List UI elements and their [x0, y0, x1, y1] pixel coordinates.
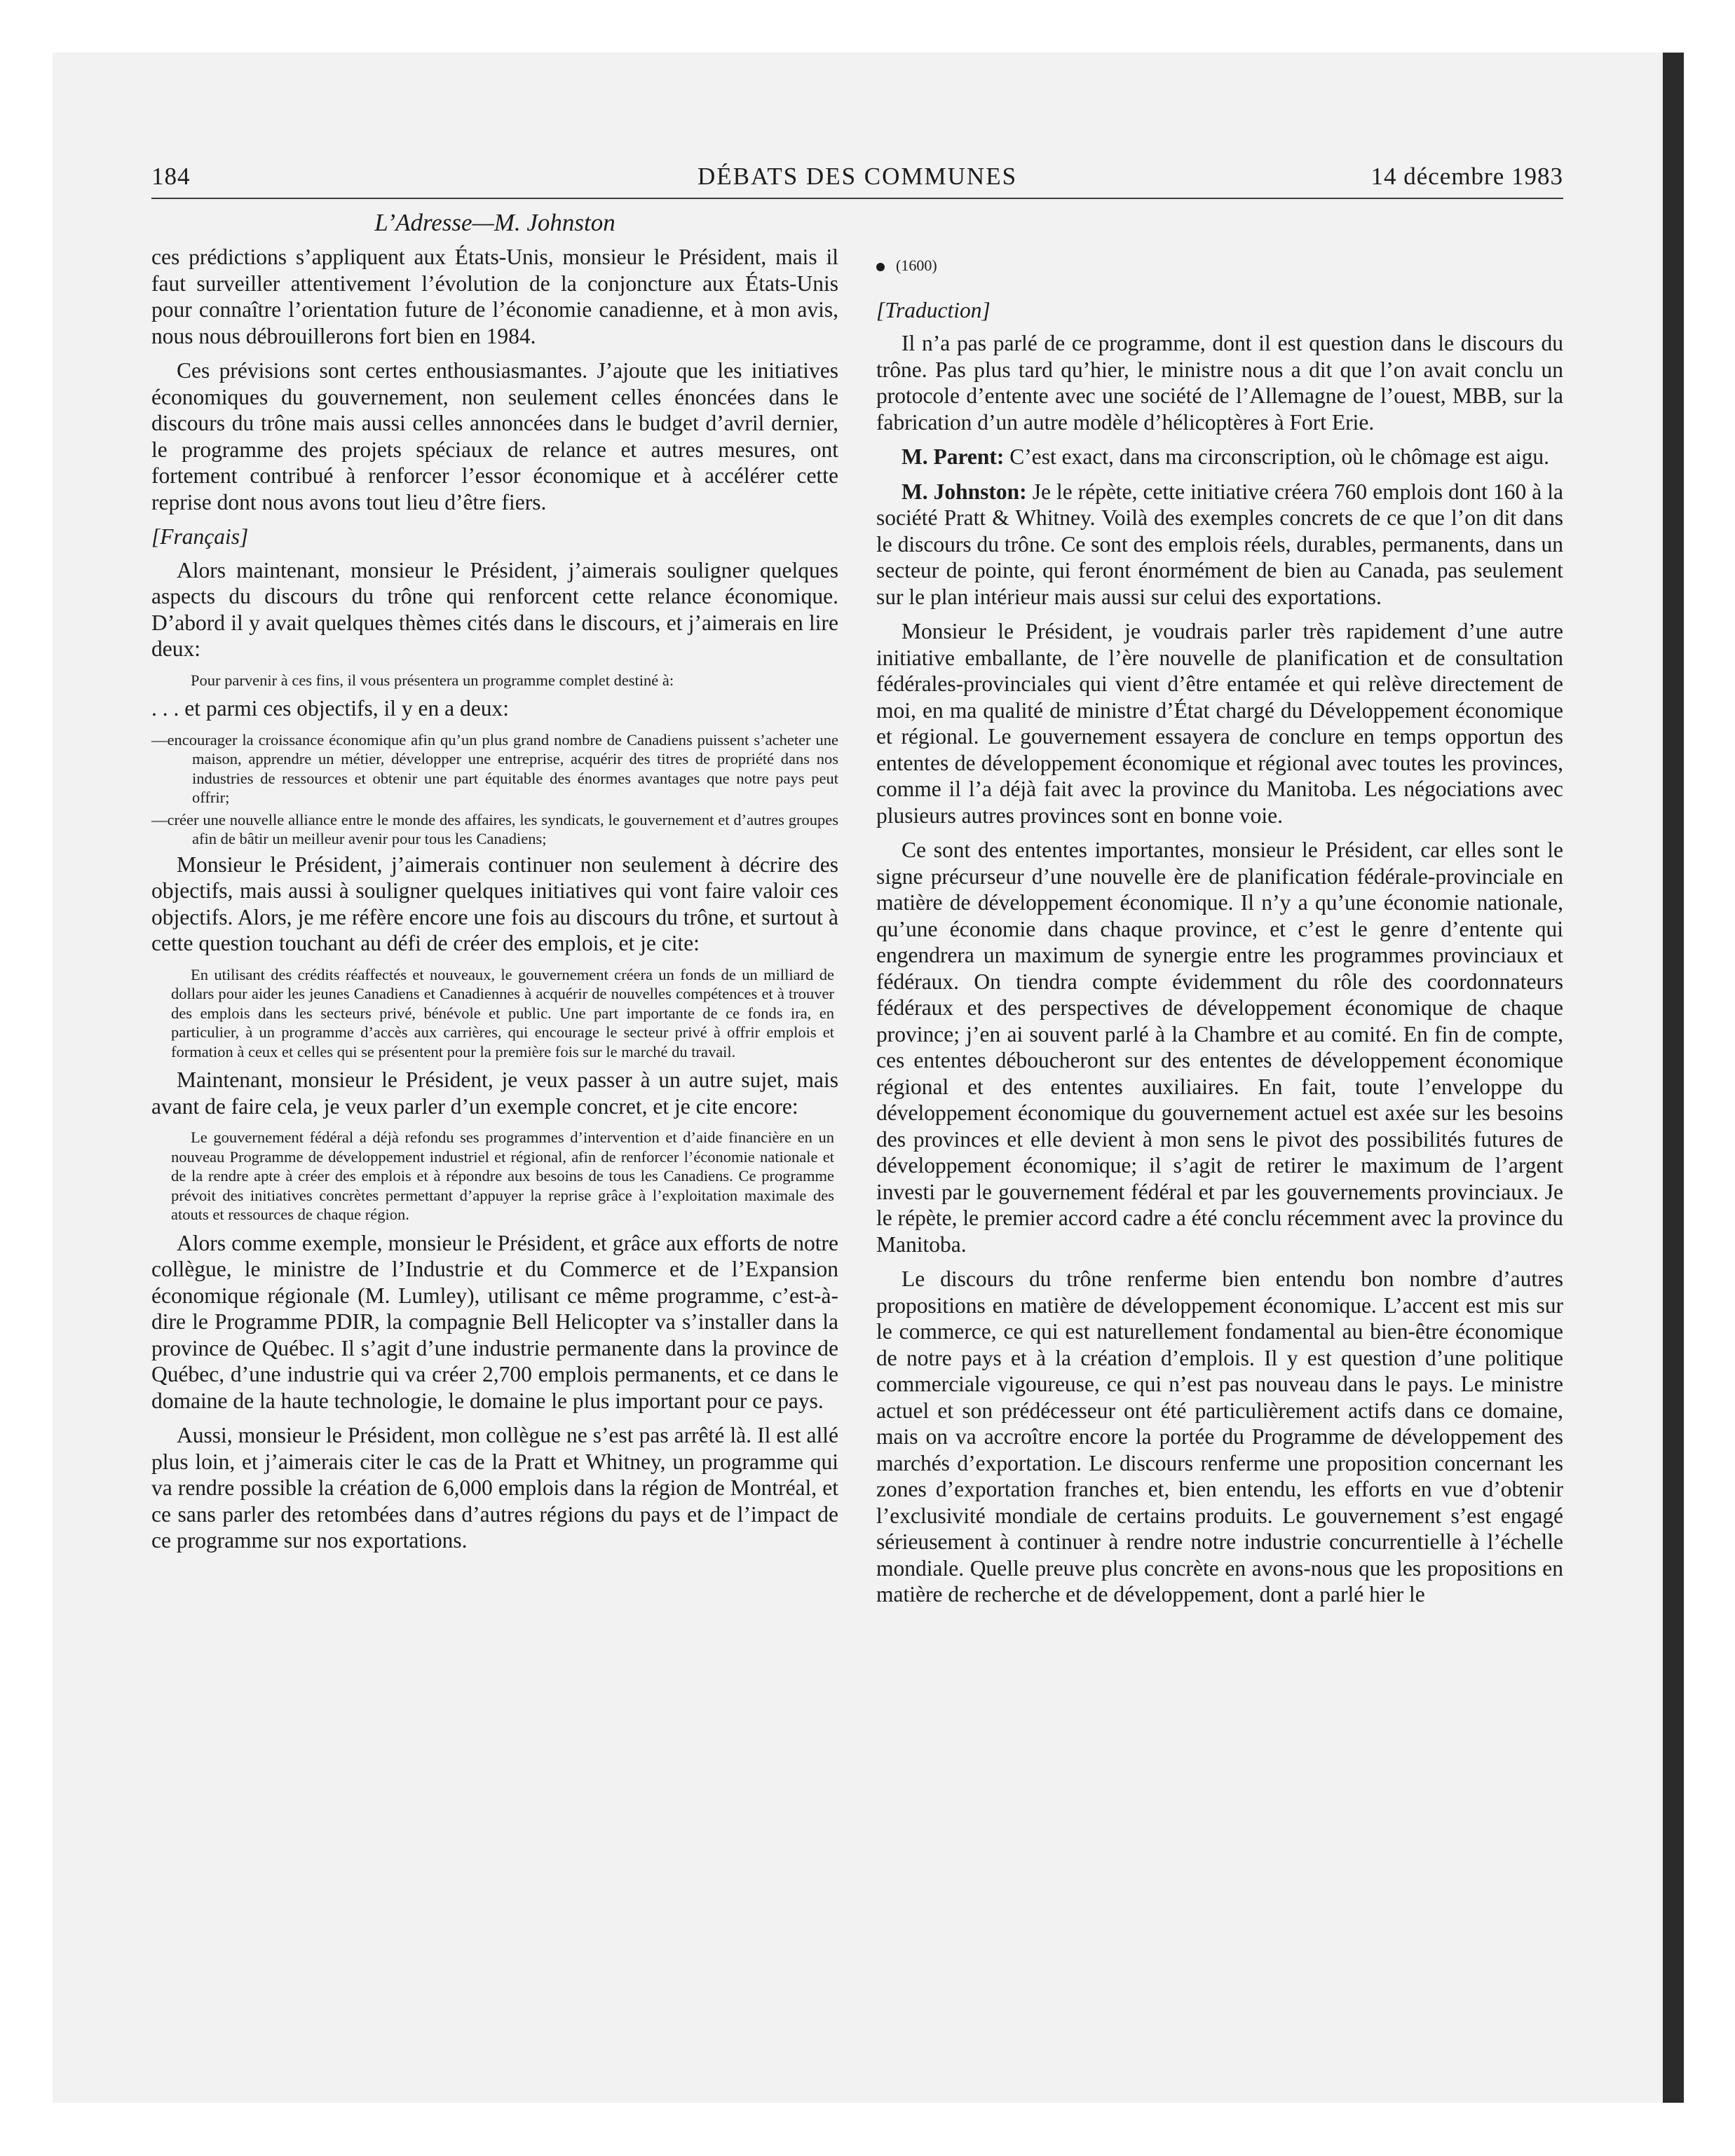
quoted-list-item: —créer une nouvelle alliance entre le monde des affaires, les syndicats, le gouvernement et d’autres groupes afin de bâtir un meilleur avenir pour tous les Canadiens; — [151, 810, 838, 847]
page-number: 184 — [151, 163, 191, 190]
speaker-name: M. Johnston: — [901, 479, 1027, 504]
speech-text: C’est exact, dans ma circonscription, où le chômage est aigu. — [1009, 444, 1550, 469]
left-column — [151, 244, 838, 1562]
paragraph: Maintenant, monsieur le Président, je veux passer à un autre sujet, mais avant de faire cela, je veux parler d’un exemple concret, et je cite encore: — [151, 1067, 838, 1119]
quotation: En utilisant des crédits réaffectés et nouveaux, le gouvernement créera un fonds de un milliard de dollars pour aider les jeunes Canadiens et Canadiennes à acquérir de nouvelles compétences et à trouver des emplois dans les secteurs privé, bénévole et public. Une part importante de ce fonds ira, en particulier, à un programme d’accès aux carrières, qui encourage le secteur privé à offrir emplois et formation à ceux et celles qui se présentent pour la première fois sur le marché du travail. — [171, 965, 834, 1060]
speech-text: Je le répète, cette initiative créera 760 emplois dont 160 à la société Pratt & Whitney. Voilà des exemples concrets de ce que l’on dit dans le discours du trône. Ce sont des emplois réels, durables, permanents, dans un secteur de pointe, qui feront énormément de bien au Canada, pas seulement sur le plan intérieur mais aussi sur celui des exportations. — [876, 479, 1563, 609]
paragraph: Monsieur le Président, j’aimerais continuer non seulement à décrire des objectifs, mais aussi à souligner quelques initiatives qui vont faire valoir ces objectifs. Alors, je me réfère encore une fois au discours du trône, et surtout à cette question touchant au défi de créer des emplois, et je cite: — [151, 852, 838, 955]
page-header — [151, 163, 1563, 199]
speaker-name: M. Parent: — [901, 444, 1005, 469]
language-tag: [Traduction] — [876, 297, 991, 322]
paragraph: . . . et parmi ces objectifs, il y en a deux: — [151, 696, 509, 721]
scan-edge-shadow — [1663, 53, 1684, 2103]
paragraph: Ces prévisions sont certes enthousiasmantes. J’ajoute que les initiatives économiques du gouvernement, non seulement celles énoncées dans le discours du trône mais aussi celles annoncées dans le budget d’avril dernier, le programme des projets spéciaux de relance et autres mesures, ont fortement contribué à renforcer l’essor économique et à accélérer cette reprise dont nous avons tout lieu d’être fiers. — [151, 358, 838, 514]
paragraph: Ce sont des ententes importantes, monsieur le Président, car elles sont le signe précurseur d’une nouvelle ère de planification fédérale-provinciale en matière de développement économique. Il n’y a qu’une économie nationale, qu’une économie dans chaque province, et c’est le genre d’entente qui engendrera un maximum de synergie entre les programmes provinciaux et fédéraux. On tiendra compte évidemment du rôle des coordonnateurs fédéraux et des perspectives de développement économique de chaque province; j’en ai souvent parlé à la Chambre et au comité. En fin de compte, ces ententes déboucheront sur des ententes de développement économique régional et des ententes auxiliaires. En fait, toute l’enveloppe du développement économique du gouvernement actuel est axée sur les besoins des provinces et elle devient à mon sens le pivot des possibilités futures de développement économique; il s’agit de retirer le maximum de l’argent investi par le gouvernement fédéral et par les gouvernements provinciaux. Je le répète, le premier accord cadre a été conclu récemment avec la province du Manitoba. — [876, 838, 1563, 1257]
quotation: Le gouvernement fédéral a déjà refondu ses programmes d’intervention et d’aide financière en un nouveau Programme de développement industriel et régional, afin de renforcer l’économie nationale et de la rendre apte à créer des emplois et à répondre aux besoins de tous les Canadiens. Ce programme prévoit des initiatives concrètes permettant d’appuyer la reprise grâce à l’exploitation maximale des atouts et ressources de chaque région. — [171, 1128, 834, 1223]
speaker-paragraph — [876, 444, 1563, 470]
quoted-list-item: —encourager la croissance économique afin qu’un plus grand nombre de Canadiens puissent s’acheter une maison, apprendre un métier, développer une entreprise, acquérir des titres de propriété dans nos industries de ressources et obtenir une part équitable des énormes avantages que notre pays peut offrir; — [151, 730, 838, 806]
right-column — [876, 252, 1563, 1616]
paragraph: Alors maintenant, monsieur le Président, j’aimerais souligner quelques aspects du discours du trône qui renforcent cette relance économique. D’abord il y avait quelques thèmes cités dans le discours, et j’aimerais en lire deux: — [151, 557, 838, 661]
publication-title: DÉBATS DES COMMUNES — [697, 163, 1018, 190]
paragraph: Le discours du trône renferme bien entendu bon nombre d’autres propositions en matière de développement économique. L’accent est mis sur le commerce, ce qui est naturellement fondamental au bien-être économique de notre pays et à la création d’emplois. Il y est question d’une politique commerciale vigoureuse, ce qui n’est pas nouveau dans le pays. Le ministre actuel et son prédécesseur ont été particulièrement actifs dans ce domaine, mais on va accroître encore la portée du Programme de développement des marchés d’exportation. Le discours renferme une proposition concernant les zones d’exportation franches et, bien entendu, les efforts en vue d’obtenir l’exclusivité mondiale de certains produits. Le gouvernement s’est engagé sérieusement à continuer à rendre notre industrie concurrentielle à l’échelle mondiale. Quelle preuve plus concrète en avons-nous que les propositions en matière de recherche et de développement, dont a parlé hier le — [876, 1267, 1563, 1606]
paragraph: Il n’a pas parlé de ce programme, dont il est question dans le discours du trône. Pas plus tard qu’hier, le ministre nous a dit que l’on avait conclu un protocole d’entente avec une société de l’Allemagne de l’ouest, MBB, sur la fabrication d’un autre modèle d’hélicoptères à Fort Erie. — [876, 331, 1563, 435]
time-stamp: (1600) — [896, 257, 937, 274]
speaker-paragraph — [876, 479, 1563, 610]
paragraph: ces prédictions s’appliquent aux États-Unis, monsieur le Président, mais il faut surveiller attentivement l’évolution de la conjoncture aux États-Unis pour connaître l’orientation future de l’économie canadienne, et à mon avis, nous nous débrouillerons fort bien en 1984. — [151, 245, 838, 348]
section-subheading: L’Adresse—M. Johnston — [374, 209, 615, 236]
time-marker — [876, 252, 1563, 279]
paragraph: Alors comme exemple, monsieur le Président, et grâce aux efforts de notre collègue, le ministre de l’Industrie et du Commerce et de l’Expansion économique régionale (M. Lumley), utilisant ce même programme, c’est-à-dire le Programme PDIR, la compagnie Bell Helicopter va s’installer dans la province de Québec. Il s’agit d’une industrie permanente dans la province de Québec, d’une industrie qui va créer 2,700 emplois permanents, et ce dans le domaine de la haute technologie, le domaine le plus important pour ce pays. — [151, 1230, 838, 1413]
quotation: Pour parvenir à ces fins, il vous présentera un programme complet destiné à: — [191, 671, 674, 689]
page-date: 14 décembre 1983 — [1370, 163, 1563, 190]
language-tag: [Français] — [151, 524, 249, 549]
paragraph: Aussi, monsieur le Président, mon collègue ne s’est pas arrêté là. Il est allé plus loin, et j’aimerais citer le cas de la Pratt et Whitney, un programme qui va rendre possible la création de 6,000 emplois dans la région de Montréal, et ce sans parler des retombées dans d’autres régions du pays et de l’impact de ce programme sur nos exportations. — [151, 1423, 838, 1553]
paragraph: Monsieur le Président, je voudrais parler très rapidement d’une autre initiative emballante, de l’ère nouvelle de planification et de consultation fédérales-provinciales qui vient d’être entamée et qui relève directement de moi, en ma qualité de ministre d’État chargé du Développement économique et régional. Le gouvernement essayera de conclure en temps opportun des ententes de développement économique et régional avec toutes les provinces, comme il l’a déjà fait avec la province du Manitoba. Les négociations avec plusieurs autres provinces sont en bonne voie. — [876, 619, 1563, 828]
bullet-icon — [876, 263, 885, 271]
